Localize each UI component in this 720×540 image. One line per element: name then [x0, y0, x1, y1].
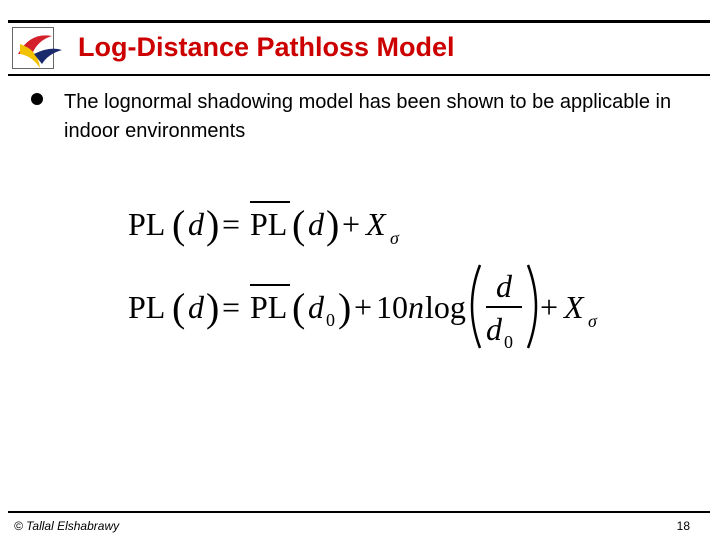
eq2-noise-sub: σ — [588, 311, 597, 331]
eq2-equals: = — [222, 289, 241, 325]
eq2-noise: X — [564, 289, 584, 325]
eq2-lhs-func: PL — [128, 289, 166, 325]
eq2-plus-1: + — [354, 289, 373, 325]
bullet-text: The lognormal shadowing model has been shown to be applicable in indoor environments — [64, 91, 672, 142]
equation-2 — [128, 265, 598, 352]
eq2-coef: 10 — [376, 289, 408, 325]
equation-block — [100, 180, 660, 380]
eq2-lhs-open-paren: ( — [172, 285, 186, 330]
eq1-noise-sub: σ — [390, 228, 399, 248]
eq2-frac-num: d — [496, 268, 512, 304]
eq1-rhs-arg: d — [308, 206, 324, 242]
eq2-big-open-paren — [472, 265, 480, 348]
eq2-rhs-arg: d — [308, 289, 324, 325]
eq2-big-close-paren — [528, 265, 536, 348]
eq2-rhs-func: PL — [250, 289, 288, 325]
footer-author: © Tallal Elshabrawy — [14, 519, 120, 533]
university-logo-icon — [8, 24, 68, 72]
title-rule — [8, 74, 710, 76]
eq1-lhs-arg: d — [188, 206, 204, 242]
eq2-lhs-arg: d — [188, 289, 204, 325]
page-number: 18 — [676, 519, 690, 533]
eq2-rhs-close-paren: ) — [338, 285, 352, 330]
eq1-noise: X — [366, 206, 386, 242]
eq2-rhs-arg-sub: 0 — [326, 310, 335, 330]
eq2-exponent: n — [408, 289, 424, 325]
eq2-rhs-open-paren: ( — [292, 285, 306, 330]
equation-1 — [128, 202, 400, 248]
bottom-rule — [8, 511, 710, 513]
eq1-lhs-open-paren: ( — [172, 202, 186, 247]
eq1-lhs-func: PL — [128, 206, 166, 242]
eq2-lhs-close-paren: ) — [206, 285, 220, 330]
eq1-equals: = — [222, 206, 241, 242]
eq2-log: log — [425, 289, 466, 325]
bullet-icon — [31, 93, 43, 105]
eq1-rhs-open-paren: ( — [292, 202, 306, 247]
logo-mark — [8, 24, 68, 72]
eq2-frac-den-sub: 0 — [504, 332, 513, 352]
eq1-lhs-close-paren: ) — [206, 202, 220, 247]
eq2-plus-2: + — [540, 289, 559, 325]
eq1-plus: + — [342, 206, 361, 242]
top-rule — [8, 20, 710, 23]
eq1-rhs-func: PL — [250, 206, 288, 242]
equations-svg — [100, 180, 660, 380]
eq1-rhs-close-paren: ) — [326, 202, 340, 247]
eq2-frac-den: d — [486, 311, 502, 347]
slide-title: Log-Distance Pathloss Model — [78, 32, 455, 62]
